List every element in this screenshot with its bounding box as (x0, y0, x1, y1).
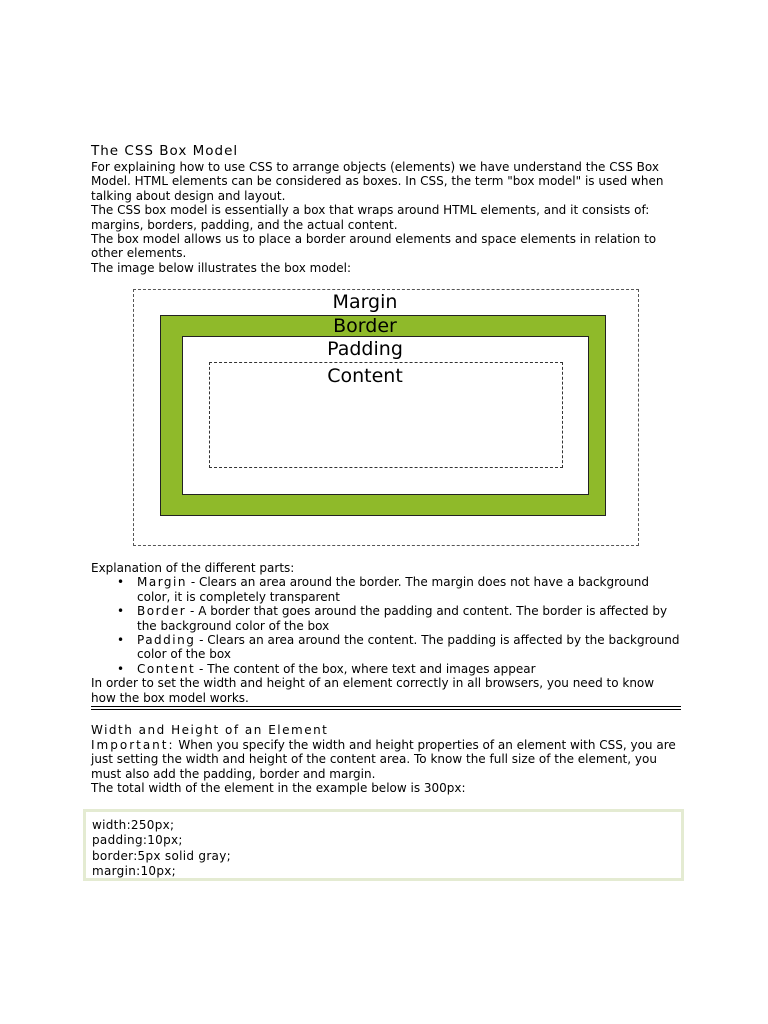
section2-body (91, 738, 681, 796)
bullet-icon: • (117, 575, 125, 590)
list-item-term: Padding (137, 633, 196, 648)
intro-paragraph-4: The image below illustrates the box model: (91, 260, 352, 275)
list-item-term: Margin (137, 575, 187, 590)
code-line: border:5px solid gray; (92, 848, 231, 863)
diagram-content-label: Content (327, 365, 403, 387)
list-item-text: - Clears an area around the content. The padding is affected by the background color of the box (137, 633, 680, 662)
list-item-text: - The content of the box, where text and images appear (195, 661, 536, 676)
important-label: Important: (91, 738, 175, 752)
list-item-term: Content (137, 661, 196, 676)
diagram-margin-label: Margin (332, 291, 398, 313)
list-item-text: - A border that goes around the padding and content. The border is affected by the background color of the box (137, 604, 668, 633)
diagram-padding-label: Padding (327, 338, 403, 360)
page-title: The CSS Box Model (91, 143, 239, 159)
diagram-border-label: Border (333, 315, 397, 337)
list-item-term: Border (137, 604, 187, 619)
parts-list (91, 575, 681, 676)
explanation-heading: Explanation of the different parts: (91, 561, 295, 575)
section-divider (91, 706, 681, 707)
list-item (91, 604, 681, 633)
explanation-section (91, 561, 681, 705)
intro-paragraph-2: The CSS box model is essentially a box that wraps around HTML elements, and it consists of: margins, borders, padding, and the actual content. (91, 203, 650, 232)
list-item (91, 575, 681, 604)
important-paragraph (91, 738, 681, 781)
code-line: padding:10px; (92, 833, 183, 848)
total-width-text: The total width of the element in the example below is 300px: (91, 781, 466, 796)
list-item (91, 633, 681, 662)
code-line: margin:10px; (92, 863, 176, 878)
bullet-icon: • (117, 661, 125, 676)
bullet-icon: • (117, 604, 125, 619)
intro-paragraph-3: The box model allows us to place a border around elements and space elements in relation to other elements. (91, 232, 657, 261)
code-example-box (83, 809, 684, 881)
intro-text (91, 160, 681, 275)
list-item-text: - Clears an area around the border. The margin does not have a background color, it is completely transparent (137, 575, 649, 604)
explanation-closing: In order to set the width and height of an element correctly in all browsers, you need to know how the box model works. (91, 676, 655, 705)
bullet-icon: • (117, 633, 125, 648)
section-heading: Width and Height of an Element (91, 723, 329, 737)
section-divider (91, 709, 681, 710)
intro-paragraph-1: For explaining how to use CSS to arrange objects (elements) we have understand the CSS Box Model. HTML elements can be considered as boxes. In CSS, the term "box model" is used when talking about design and layout. (91, 160, 664, 203)
important-text: When you specify the width and height properties of an element with CSS, you are just setting the width and height of the content area. To know the full size of the element, you must also add the padding, border and margin. (91, 738, 676, 781)
code-line: width:250px; (92, 818, 175, 832)
list-item (91, 662, 681, 676)
